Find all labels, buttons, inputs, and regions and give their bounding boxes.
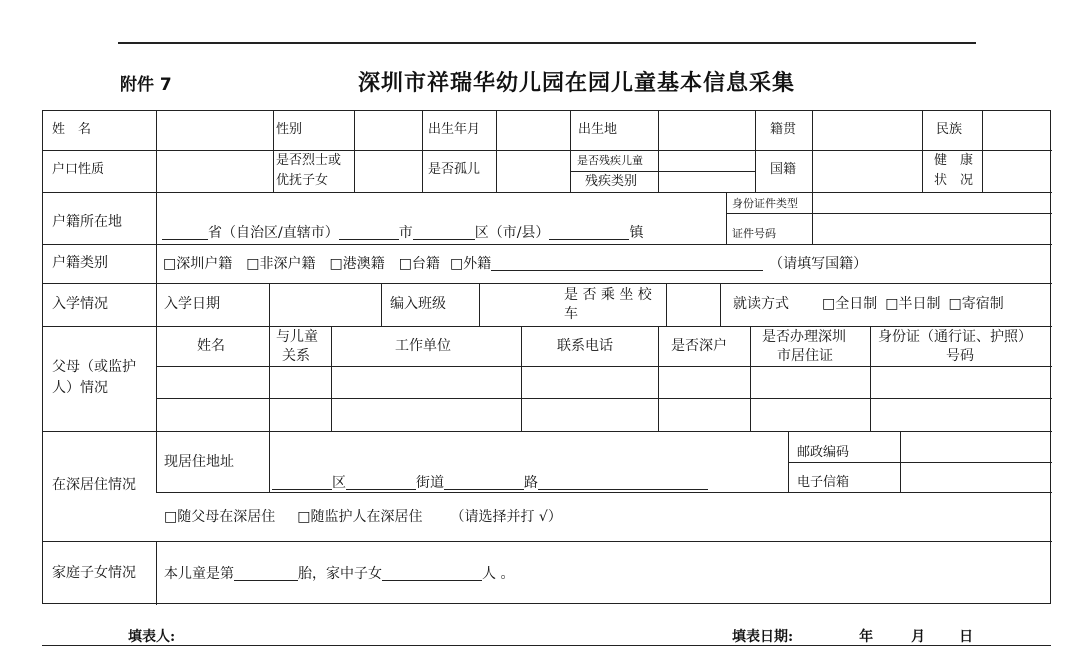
hukou-location-label: 户籍所在地: [52, 214, 122, 230]
city-text: 市: [398, 225, 413, 241]
checkbox-taiwan[interactable]: □台籍: [398, 256, 440, 272]
disabled-label: 是否残疾儿童: [577, 154, 643, 167]
email-label: 电子信箱: [797, 475, 850, 490]
checkbox-foreign[interactable]: □外籍: [449, 256, 492, 272]
residence-options: [164, 510, 562, 524]
birth-place-label: 出生地: [578, 122, 618, 137]
enroll-date-label: 入学日期: [164, 296, 220, 312]
col-id-number-1: 身份证（通行证、护照）: [878, 329, 1032, 345]
col-shenzhen-hukou: 是否深户: [671, 338, 727, 354]
month-label: 月: [911, 629, 926, 645]
family-text-b: 胎，家中子女: [298, 566, 382, 582]
district-text: 区（市/县）: [474, 225, 550, 241]
hukou-nature-label: 户口性质: [52, 162, 105, 177]
ethnicity-label: 民族: [936, 122, 963, 137]
class-label: 编入班级: [390, 296, 446, 312]
hukou-category-options: [163, 256, 867, 271]
name-label: 姓 名: [52, 122, 92, 137]
filler-label: 填表人:: [128, 629, 176, 645]
checkbox-boarding[interactable]: □寄宿制: [948, 296, 1004, 312]
col-phone: 联系电话: [557, 338, 613, 354]
hukou-category-label: 户籍类别: [52, 255, 108, 271]
col-residence-permit-2: 市居住证: [777, 348, 833, 364]
birth-date-label: 出生年月: [428, 122, 481, 137]
date-label: 填表日期:: [732, 629, 794, 645]
address-line: [272, 475, 708, 490]
col-relation-1: 与儿童: [276, 329, 318, 345]
town-text: 镇: [629, 225, 644, 241]
fill-nationality-hint: （请填写国籍）: [769, 256, 868, 272]
info-form-table: [42, 110, 1051, 604]
gender-label: 性别: [276, 122, 303, 137]
select-hint: （请选择并打 √）: [450, 509, 562, 525]
col-id-number-2: 号码: [946, 348, 974, 364]
year-label: 年: [859, 629, 874, 645]
attachment-label: 附件 7: [120, 75, 172, 95]
disability-type-label: 残疾类别: [585, 174, 638, 189]
postcode-label: 邮政编码: [797, 445, 850, 460]
date-line: [732, 626, 973, 646]
address-road-text: 路: [524, 475, 538, 491]
checkbox-half-day[interactable]: □半日制: [885, 296, 941, 312]
health-label-2: 状 况: [934, 173, 974, 188]
address-district-text: 区: [332, 475, 346, 491]
family-section-label: 家庭子女情况: [52, 565, 136, 581]
school-bus-label-2: 车: [564, 306, 578, 322]
native-place-label: 籍贯: [770, 122, 797, 137]
checkbox-with-parents[interactable]: □随父母在深居住: [164, 509, 276, 525]
address-label: 现居住地址: [164, 454, 234, 470]
col-work-unit: 工作单位: [395, 338, 451, 354]
health-label-1: 健 康: [934, 153, 974, 168]
checkbox-full-day[interactable]: □全日制: [822, 296, 878, 312]
martyr-label-2: 优抚子女: [276, 173, 329, 188]
martyr-label-1: 是否烈士或: [276, 153, 342, 168]
family-text-c: 人 。: [482, 566, 515, 582]
col-residence-permit-1: 是否办理深圳: [762, 329, 846, 345]
hukou-location-line: [162, 225, 643, 240]
province-text: 省（自治区/直辖市）: [208, 225, 339, 241]
id-number-label: 证件号码: [732, 227, 776, 240]
id-type-label: 身份证件类型: [732, 197, 798, 210]
top-rule: [118, 42, 976, 44]
checkbox-hk-macau[interactable]: □港澳籍: [329, 256, 385, 272]
address-street-text: 街道: [416, 475, 444, 491]
checkbox-with-guardian[interactable]: □随监护人在深居住: [297, 509, 423, 525]
orphan-label: 是否孤儿: [428, 162, 481, 177]
parents-section-label-1: 父母（或监护: [52, 359, 136, 375]
bottom-rule: [42, 645, 1051, 646]
enrollment-label: 入学情况: [52, 296, 108, 312]
study-mode-label: 就读方式: [733, 296, 789, 312]
filler-line: [128, 626, 271, 646]
checkbox-non-shenzhen[interactable]: □非深户籍: [246, 256, 316, 272]
checkbox-shenzhen[interactable]: □深圳户籍: [163, 256, 233, 272]
col-relation-2: 关系: [282, 348, 310, 364]
family-line: [164, 566, 514, 581]
family-text-a: 本儿童是第: [164, 566, 234, 582]
form-title: 深圳市祥瑞华幼儿园在园儿童基本信息采集: [358, 70, 796, 96]
day-label: 日: [959, 629, 974, 645]
nationality-label: 国籍: [770, 162, 797, 177]
residence-section-label: 在深居住情况: [52, 477, 136, 493]
study-mode-options: [822, 297, 1004, 311]
school-bus-label-1: 是 否 乘 坐 校: [564, 287, 652, 303]
col-name: 姓名: [197, 338, 225, 354]
parents-section-label-2: 人）情况: [52, 380, 108, 396]
